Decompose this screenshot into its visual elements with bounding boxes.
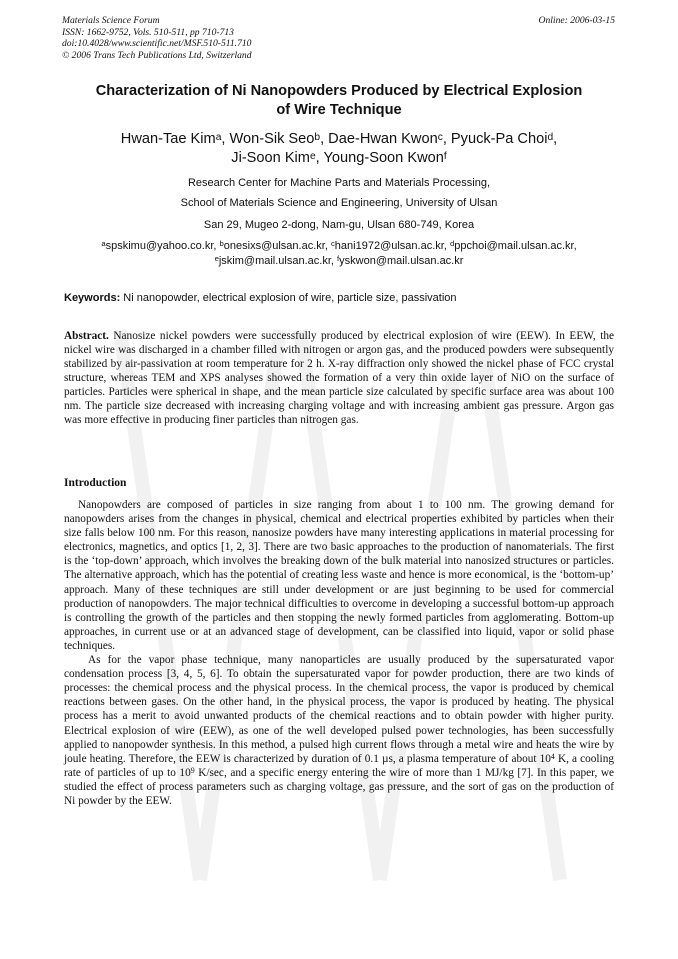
email-list bbox=[60, 239, 618, 268]
introduction-body bbox=[64, 498, 614, 808]
abstract-label: Abstract. bbox=[64, 330, 109, 342]
author-sep: , bbox=[553, 131, 558, 147]
email-sup: d bbox=[449, 239, 455, 248]
paragraph-text: K/sec, and a specific energy entering the wire of more than 1 MJ/kg [7]. In this paper, we studied the effect of process parameters such as charging voltage, gas pressure, and the sort of gas on the production of Ni powder by the EEW. bbox=[64, 766, 614, 807]
email-link[interactable]: onesixs@ulsan.ac.kr, bbox=[223, 240, 331, 252]
title-line-1: Characterization of Ni Nanopowders Produced by Electrical Explosion bbox=[95, 83, 583, 99]
email-link[interactable]: yskwon@mail.ulsan.ac.kr bbox=[339, 254, 464, 267]
keywords-label: Keywords: bbox=[64, 292, 121, 304]
author-sup: a bbox=[215, 132, 222, 143]
intro-paragraph-2 bbox=[64, 653, 614, 808]
author-name: , Pyuck-Pa Choi bbox=[442, 131, 548, 147]
author-name: , Won-Sik Seo bbox=[221, 131, 315, 147]
affiliation-line-2: School of Materials Science and Engineering, University of Ulsan bbox=[180, 197, 498, 209]
author-sup: c bbox=[437, 132, 443, 143]
email-link[interactable]: spskimu@yahoo.co.kr, bbox=[105, 240, 220, 252]
author-name: Hwan-Tae Kim bbox=[120, 131, 216, 147]
author-sup: b bbox=[314, 132, 321, 143]
online-date: Online: 2006-03-15 bbox=[538, 15, 615, 26]
abstract bbox=[64, 329, 614, 427]
email-line-1 bbox=[60, 239, 618, 254]
keywords-text: Ni nanopowder, electrical explosion of wire, particle size, passivation bbox=[120, 292, 457, 304]
affiliation-line-3: San 29, Mugeo 2-dong, Nam-gu, Ulsan 680-749, Korea bbox=[203, 219, 475, 231]
author-line-2 bbox=[60, 149, 618, 168]
email-link[interactable]: ppchoi@mail.ulsan.ac.kr, bbox=[454, 240, 577, 252]
paragraph-text: K, a cooling rate of particles of up to 10 bbox=[64, 752, 614, 779]
email-line-2 bbox=[60, 254, 618, 269]
author-name: , Dae-Hwan Kwon bbox=[320, 131, 438, 147]
author-sup: d bbox=[547, 132, 554, 143]
email-sup: f bbox=[337, 253, 340, 263]
issn-line: ISSN: 1662-9752, Vols. 510-511, pp 710-713 bbox=[62, 26, 234, 38]
keywords bbox=[64, 292, 457, 304]
abstract-text: Nanosize nickel powders were successfully produced by electrical explosion of wire (EEW). In EEW, the nickel wire was discharged in a chamber filled with nitrogen or argon gas, and the produced powders were subsequently stabilized by air-passivation at room temperature for 2 h. X-ray diffraction only showed the nickel phase of FCC crystal structure, whereas TEM and XPS analyses showed the formation of a very thin oxide layer of NiO on the surface of particles. Particles were spherical in shape, and the mean particle size calculated by specific surface area was about 100 nm. The particle size decreased with increasing charging voltage and with increasing ambient gas pressure. Argon gas was more effective in producing finer particles than nitrogen gas. bbox=[64, 330, 614, 427]
journal-header bbox=[62, 15, 252, 61]
email-sup: a bbox=[101, 239, 106, 248]
author-name: , Young-Soon Kwon bbox=[315, 150, 444, 166]
superscript: 9 bbox=[190, 765, 195, 775]
doi-line: doi:10.4028/www.scientific.net/MSF.510-511.710 bbox=[62, 38, 252, 50]
author-name: Ji-Soon Kim bbox=[231, 150, 310, 166]
copyright-line: © 2006 Trans Tech Publications Ltd, Switzerland bbox=[62, 49, 252, 61]
author-line-1 bbox=[60, 130, 618, 149]
email-link[interactable]: jskim@mail.ulsan.ac.kr, bbox=[218, 254, 337, 267]
email-link[interactable]: hani1972@ulsan.ac.kr, bbox=[334, 240, 450, 252]
title-line-2: of Wire Technique bbox=[276, 101, 402, 118]
email-sup: b bbox=[219, 239, 224, 248]
intro-paragraph-1: Nanopowders are composed of particles in size ranging from about 1 to 100 nm. The growing demand for nanopowders arises from the changes in physical, chemical and electrical properties exhibited by particles when their size falls below 100 nm. For this reason, nanosize powders have many interesting applications in material processing for electronics, magnetics, and optics [1, 2, 3]. There are two basic approaches to the production of nanomaterials. The first is the ‘top-down’ approach, which involves the breaking down of the bulk material into nanosized structures or particles. The alternative approach, which has the potential of creating less waste and hence is more economical, is the ‘bottom-up’ approach. Many of these techniques are still under development or are just beginning to be used for commercial production of nanopowders. The major technical difficulties to overcome in developing a successful bottom-up approach is controlling the growth of the particles and then stopping the newly formed particles from agglomerating. Bottom-up approaches, in current use or at an advanced stage of development, can be classified into liquid, vapor or solid phase techniques. bbox=[64, 499, 614, 652]
author-sup: e bbox=[309, 151, 316, 162]
paper-title bbox=[60, 82, 618, 119]
section-heading-introduction: Introduction bbox=[64, 477, 127, 489]
affiliation-line-1: Research Center for Machine Parts and Materials Processing, bbox=[187, 177, 491, 189]
superscript: 4 bbox=[550, 751, 555, 761]
email-sup: e bbox=[214, 253, 219, 263]
paragraph-text: As for the vapor phase technique, many nanoparticles are usually produced by the supersaturated vapor condensation process [3, 4, 5, 6]. To obtain the supersaturated vapor for powder production, there are two kinds of processes: the chemical process and the physical process. In the chemical process, the vapor is produced by chemical reactions between gases. On the other hand, in the physical process, the vapor is produced by heating. The physical process has a merit to avoid unwanted products of the chemical reactions and to obtain powder with higher purity. Electrical explosion of wire (EEW), as one of the well developed pulsed power technologies, has been successfully applied to nanopowder synthesis. In this method, a pulsed high current flows through a metal wire and heats the wire by joule heating. Therefore, the EEW is characterized by duration of 0.1 µs, a plasma temperature of about 10 bbox=[64, 654, 614, 765]
author-sup: f bbox=[443, 151, 447, 162]
email-sup: c bbox=[330, 239, 335, 248]
author-list bbox=[60, 130, 618, 168]
journal-name: Materials Science Forum bbox=[62, 15, 160, 26]
